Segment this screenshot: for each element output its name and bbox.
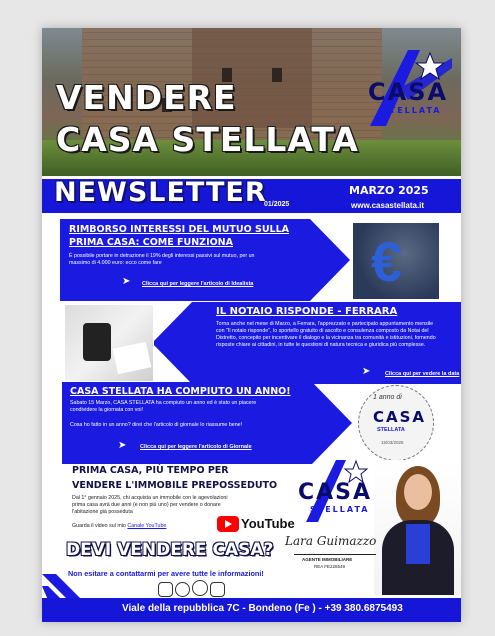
euro-icon: € — [371, 230, 403, 293]
agent-photo — [374, 460, 461, 595]
article2-body: Torna anche nel mese di Marzo, a Ferrara, l'apprezzato e partecipato appuntamento mensile con "Il notaio risponde", lo sportello gratuito di ascolto e consulenza composto da Notai del Distretto, concepito per incentivare il dialogo e la vicinanza tra comunità e istituzioni, fornendo risposte chiare ai cittadini, in tutte le questioni di natura tecnica e giuridica più complesse. — [216, 321, 436, 348]
stamp-sub-text: STELLATA — [377, 427, 405, 433]
cursor-icon: ➤ — [362, 366, 371, 377]
center-logo-casa: CASA — [298, 480, 373, 505]
agent-rea: REA FE226549 — [314, 564, 346, 569]
notary-stamp-photo — [64, 304, 154, 382]
star-icon — [345, 461, 367, 482]
stamp-date-text: 15/03/2025 — [381, 440, 404, 445]
cta-headline: DEVI VENDERE CASA? — [66, 540, 274, 560]
footer-contact: Viale della repubblica 7C - Bondeno (Fe ) - +39 380.6875493 — [122, 603, 403, 614]
facebook-icon[interactable] — [210, 582, 225, 597]
cursor-icon: ➤ — [118, 440, 127, 451]
center-logo-stellata: STELLATA — [310, 505, 370, 514]
cursor-icon: ➤ — [122, 276, 131, 287]
article3-link[interactable]: Clicca qui per leggere l'articolo di Giornale — [140, 444, 252, 450]
castle-window — [272, 68, 282, 82]
website-link[interactable]: www.casastellata.it — [351, 201, 425, 210]
agent-face — [404, 474, 432, 510]
anniversary-stamp — [358, 385, 434, 461]
whatsapp-icon[interactable] — [192, 580, 208, 596]
article4-title-line1: PRIMA CASA, PIÙ TEMPO PER — [72, 465, 229, 476]
agent-signature: Lara Guimazzo — [285, 534, 377, 548]
article3-title: CASA STELLATA HA COMPIUTO UN ANNO! — [70, 386, 291, 397]
stamp-tool — [83, 323, 111, 361]
article1-title-line1: RIMBORSO INTERESSI DEL MUTUO SULLA — [69, 224, 290, 235]
document-sheet — [113, 342, 152, 375]
decorative-stripes — [42, 568, 122, 600]
euro-sign-photo — [352, 222, 440, 300]
article1-link[interactable]: Clicca qui per leggere l'articolo di Idealista — [142, 281, 254, 287]
youtube-channel-link[interactable]: Canale YouTube — [127, 523, 167, 529]
article3-body2: Cosa ho fatto in un anno? direi che l'articolo di giornale lo riassume bene! — [70, 422, 243, 428]
youtube-icon[interactable] — [217, 516, 239, 532]
article4-body: Dal 1° gennaio 2025, chi acquista un immobile con le agevolazioni prima casa avrà due anni (e non più uno) per vendere o donare l'abitazione già posseduta — [72, 495, 228, 515]
logo-casa: CASA — [368, 78, 449, 106]
newsletter-label: NEWSLETTER — [54, 177, 267, 208]
instagram-icon[interactable] — [158, 582, 173, 597]
youtube-label: YouTube — [241, 516, 295, 531]
agent-top — [406, 524, 430, 564]
article1-body: È possibile portare in detrazione il 19% degli interessi passivi sul mutuo, per un massimo di 4.000 euro: ecco come fare — [69, 253, 255, 266]
newsletter-page — [42, 28, 461, 622]
signature-line — [294, 554, 376, 555]
main-title-line2: CASA STELLATA — [56, 120, 359, 159]
article4-title-line2: VENDERE L'IMMOBILE PREPOSSEDUTO — [72, 480, 278, 491]
issue-number: 01/2025 — [264, 201, 290, 208]
article2-link[interactable]: Clicca qui per vedere la data — [385, 371, 460, 377]
logo-stellata: STELLATA — [382, 106, 442, 115]
issue-month: MARZO 2025 — [349, 184, 429, 197]
article1-title-line2: PRIMA CASA: COME FUNZIONA — [69, 237, 233, 248]
agent-role: AGENTE IMMOBILIARE — [302, 557, 353, 562]
article2-title: IL NOTAIO RISPONDE - FERRARA — [216, 306, 398, 317]
cta-subtext: Non esitare a contattarmi per avere tutte le informazioni! — [68, 569, 264, 578]
article3-body1: Sabato 15 Marzo, CASA STELLATA ha compiuto un anno ed è stato un piacere condividere la giornata con voi! — [70, 400, 257, 413]
stamp-main-text: CASA — [373, 408, 427, 426]
stamp-top-text: 1 anno di — [373, 394, 402, 401]
article4-link-row — [72, 523, 166, 530]
article4-link-prefix: Guarda il video sul mio — [72, 523, 126, 529]
website-globe-icon[interactable] — [175, 582, 190, 597]
main-title-line1: VENDERE — [56, 78, 237, 117]
